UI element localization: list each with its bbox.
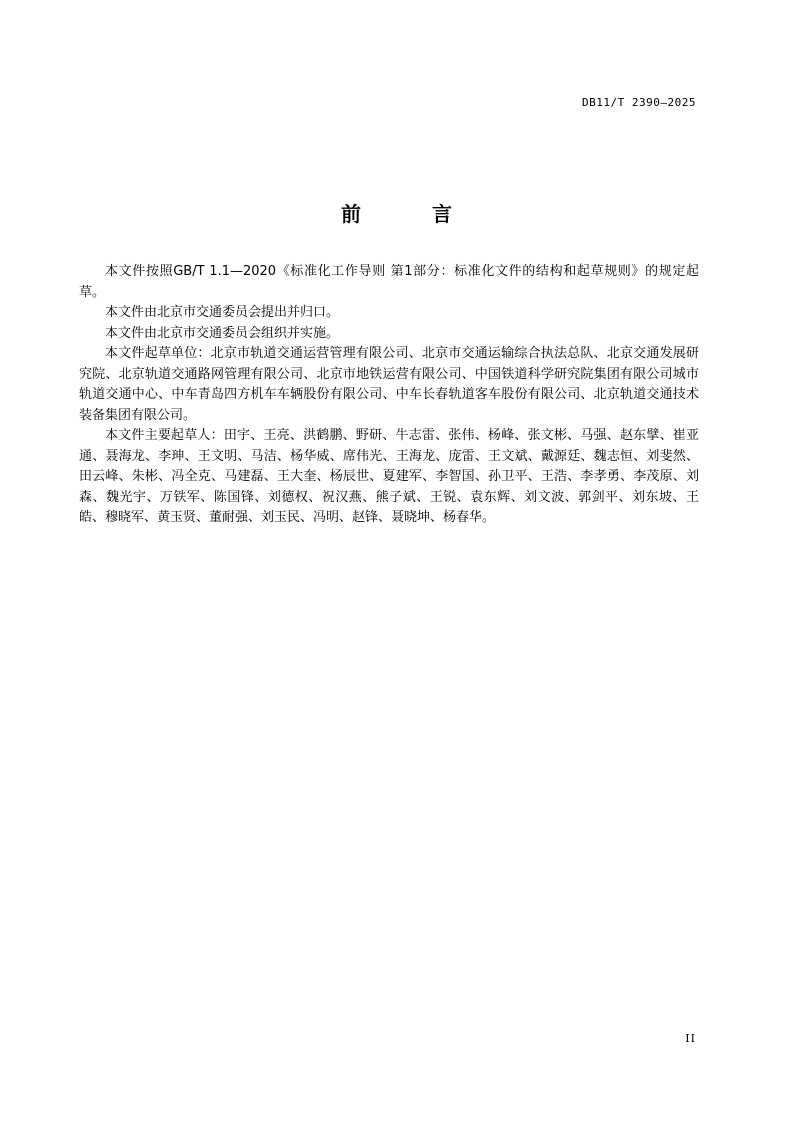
paragraph-organizer: 本文件由北京市交通委员会组织并实施。 [105, 325, 340, 341]
foreword-body [79, 262, 699, 529]
paragraph-drafting-units: 本文件起草单位：北京市轨道交通运营管理有限公司、北京市交通运输综合执法总队、北京交通发展研究院、北京轨道交通路网管理有限公司、北京市地铁运营有限公司、中国铁道科学研究院集团有限公司城市轨道交通中心、中车青岛四方机车车辆股份有限公司、中车长春轨道客车股份有限公司、北京轨道交通技术装备集团有限公司。 [79, 346, 699, 423]
paragraph-drafters: 本文件主要起草人：田宇、王亮、洪鹤鹏、野研、牛志雷、张伟、杨峰、张文彬、马强、赵东擘、崔亚通、聂海龙、李珅、王文明、马洁、杨华威、席伟光、王海龙、庞雷、王文斌、戴源廷、魏志恒、刘斐然、田云峰、朱彬、冯全克、马建磊、王大奎、杨辰世、夏建军、李智国、孙卫平、王浩、李孝勇、李茂原、刘森、魏光宇、万铁军、陈国锋、刘德权、祝汉燕、熊子斌、王锐、袁东辉、刘文波、郭剑平、刘东坡、王皓、穆晓军、黄玉贤、董耐强、刘玉民、冯明、赵锋、聂晓坤、杨春华。 [79, 428, 699, 525]
paragraph-proposer: 本文件由北京市交通委员会提出并归口。 [105, 305, 340, 320]
page-number: II [685, 1032, 696, 1045]
paragraph-drafting-basis: 本文件按照GB/T 1.1—2020《标准化工作导则 第1部分：标准化文件的结构和起草规则》的规定起草。 [79, 264, 699, 300]
page-title: 前 言 [341, 202, 484, 226]
standard-code: DB11/T 2390—2025 [582, 96, 696, 109]
